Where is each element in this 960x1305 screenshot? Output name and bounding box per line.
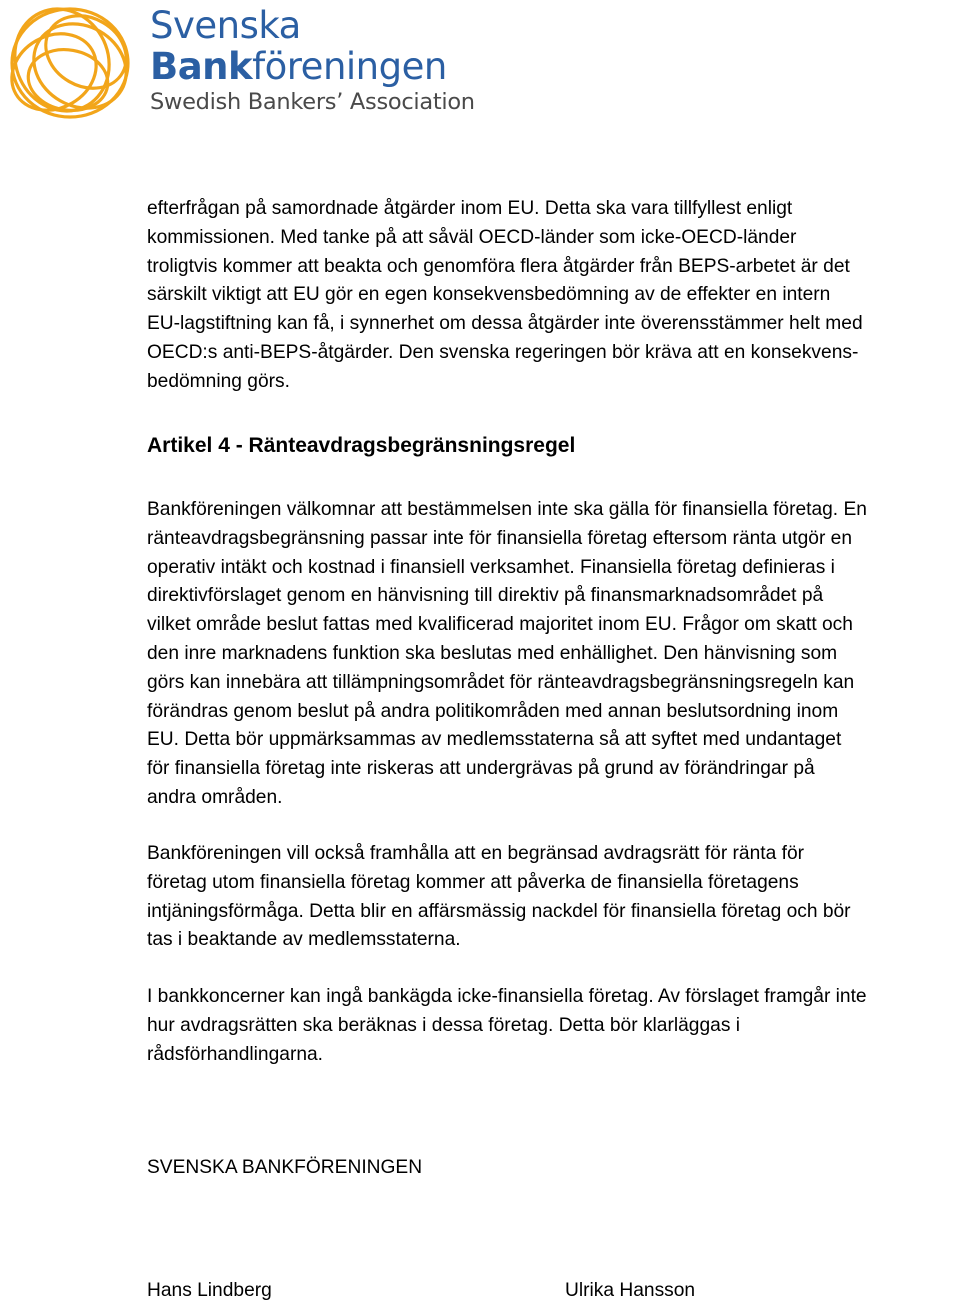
paragraph-1: efterfrågan på samordnade åtgärder inom EU. Detta ska vara tillfyllest enligt kommissionen. Med tanke på att såväl OECD-länder som icke-OECD-länder troligtvis kommer att beakta och genomföra flera åtgärder från BEPS-arbetet är det särskilt viktigt att EU gör en egen konsekvensbedömning av de effekter en intern EU-lagstiftning kan få, i synnerhet om dessa åtgärder inte överensstämmer helt med OECD:s anti-BEPS-åtgärder. Den svenska regeringen bör kräva att en konsekvens- bedömning görs. xyxy=(147,198,863,392)
logo-name-foreningen: föreningen xyxy=(252,45,447,88)
paragraph-4: I bankkoncerner kan ingå bankägda icke-finansiella företag. Av förslaget framgår inte hur avdragsrätten ska beräknas i dessa företag. Detta bör klarläggas i rådsförhandlingarna. xyxy=(147,986,867,1065)
section-heading: Artikel 4 - Ränteavdragsbegränsningsregel xyxy=(147,434,576,457)
bankforeningen-logo xyxy=(4,0,474,130)
document-body xyxy=(147,195,960,397)
paragraph-2: Bankföreningen välkomnar att bestämmelsen inte ska gälla för finansiella företag. En ränteavdragsbegränsning passar inte för finansiella företag eftersom ränta utgör en operativ intäkt och kostnad i finansiell verksamhet. Finansiella företag definieras i direktivförslaget genom en hänvisning till direktiv på finansmarknadsområdet på vilket område beslut fattas med kvalificerad majoritet inom EU. Frågor om skatt och den inre marknadens funktion ska beslutas med enhällighet. Den hänvisning som görs kan innebära att tillämpningsområdet för ränteavdragsbegränsningsregeln kan förändras genom beslut på andra politikområden med annan beslutsordning inom EU. Detta bör uppmärksammas av medlemsstaterna så att syftet med undantaget för finansiella företag inte riskeras att undergrävas på grund av förändringar på andra områden. xyxy=(147,499,867,808)
logo-name-line2 xyxy=(150,46,475,88)
interlocking-rings-logo-icon xyxy=(4,0,144,130)
logo-name-line1: Svenska xyxy=(150,4,301,47)
paragraph-3: Bankföreningen vill också framhålla att en begränsad avdragsrätt för ränta för företag utom finansiella företag kommer att påverka de finansiella företagens intjäningsförmåga. Detta blir en affärsmässig nackdel för finansiella företag och bör tas i beaktande av medlemsstaterna. xyxy=(147,843,851,951)
signer-2: Ulrika Hansson xyxy=(565,1280,696,1301)
logo-name-bank: Bank xyxy=(150,45,253,88)
logo-subtitle: Swedish Bankers’ Association xyxy=(150,89,475,115)
logo-wordmark xyxy=(150,6,475,116)
signer-1: Hans Lindberg xyxy=(147,1280,272,1301)
signature-organization: SVENSKA BANKFÖRENINGEN xyxy=(147,1157,423,1178)
